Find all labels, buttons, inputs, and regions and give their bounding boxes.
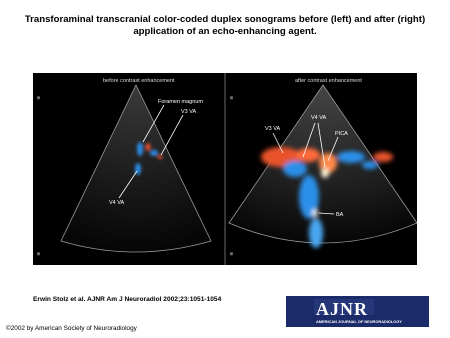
right-doppler-blue (362, 161, 378, 169)
slide-title: Transforaminal transcranial color-coded duplex sonograms before (left) and after (right) application of an echo-enhancing agent. (24, 14, 426, 37)
logo-subtitle: AMERICAN JOURNAL OF NEURORADIOLOGY (316, 319, 402, 324)
right-doppler-red (296, 148, 320, 162)
sonogram-figure (33, 73, 417, 265)
side-mark: ▣ (230, 95, 234, 101)
ajnr-logo (286, 296, 429, 327)
left-doppler-red (146, 143, 151, 151)
right-doppler-red (373, 152, 393, 162)
right-doppler-blue (309, 218, 323, 248)
label-foramen-magnum: Foramen magnum (158, 99, 203, 105)
label-v3-va-left: V3 VA (181, 109, 197, 115)
copyright: ©2002 by American Society of Neuroradiology (6, 325, 137, 332)
right-doppler-highlight (312, 209, 318, 217)
label-v4-va-left: V4 VA (109, 200, 125, 206)
side-mark: ▣ (37, 95, 41, 101)
left-header: before contrast enhancement (103, 78, 175, 84)
label-v3-va-right: V3 VA (265, 126, 281, 132)
left-doppler-blue (150, 150, 158, 156)
right-doppler-blue (337, 151, 365, 163)
side-mark: ▣ (230, 251, 234, 257)
citation: Erwin Stolz et al. AJNR Am J Neuroradiol 2002;23:1051-1054 (33, 296, 222, 303)
label-v4-va-right: V4 VA (311, 115, 327, 121)
right-doppler-blue (283, 161, 307, 177)
logo-wordmark: AJNR (316, 299, 368, 319)
left-doppler-blue (137, 142, 143, 156)
side-mark: ▣ (37, 251, 41, 257)
right-header: after contrast enhancement (295, 78, 362, 84)
left-doppler-red (158, 155, 163, 159)
right-doppler-highlight (321, 168, 329, 178)
label-ba: BA (336, 212, 344, 218)
label-pica: PICA (335, 131, 348, 137)
